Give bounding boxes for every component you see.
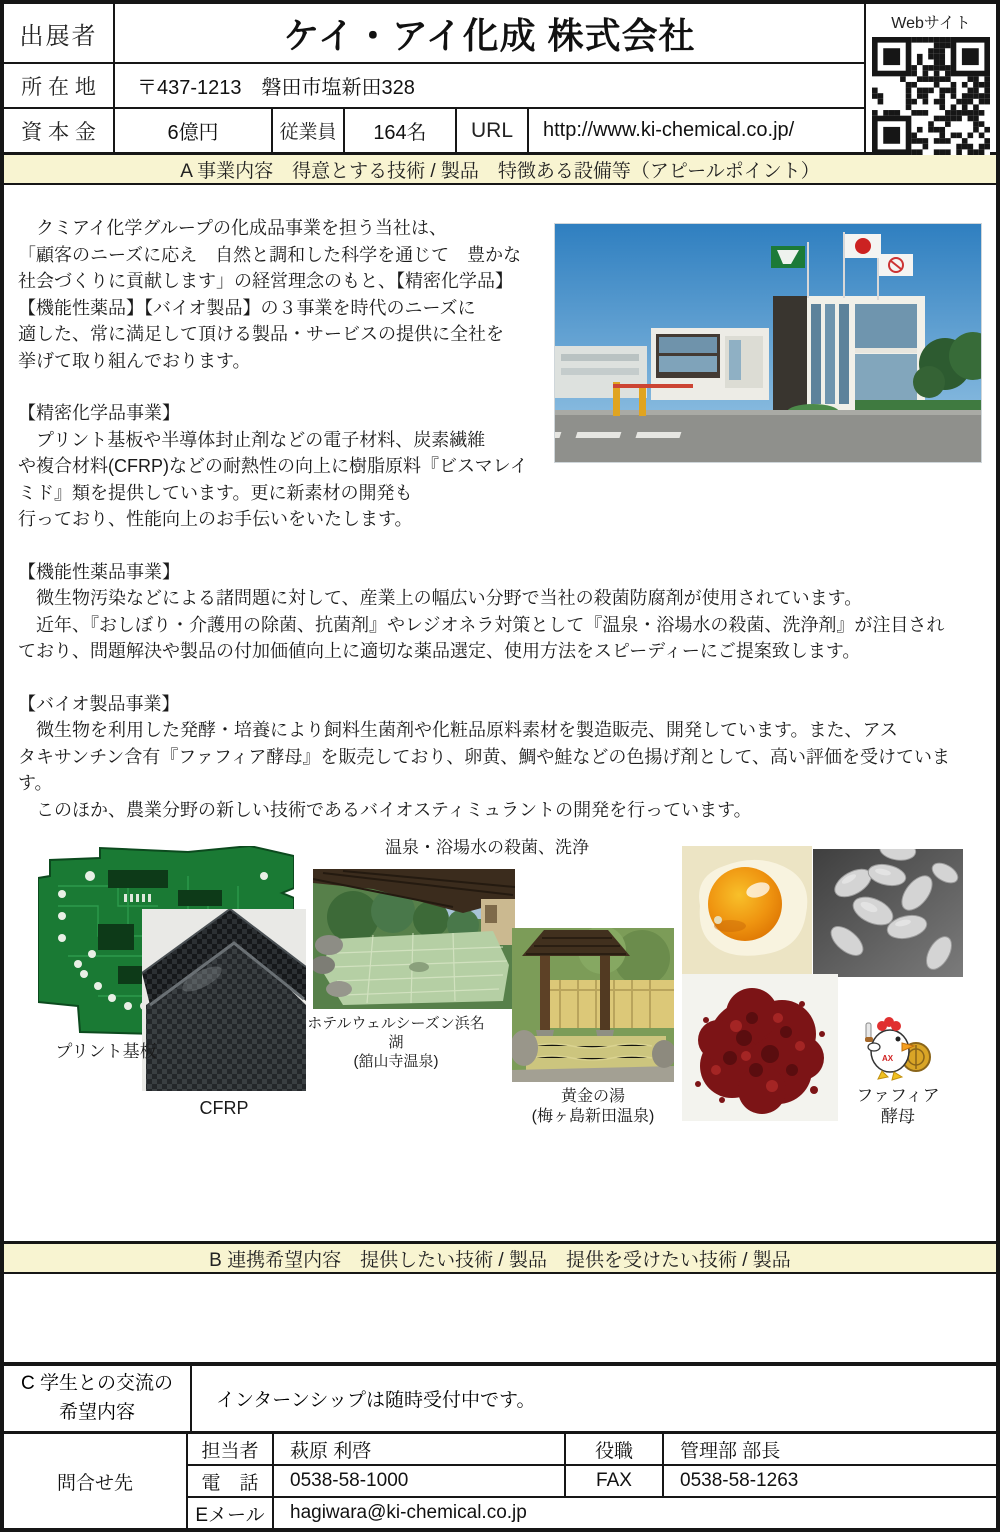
bio-heading: 【バイオ製品事業】 (18, 693, 180, 714)
golden-bath-caption: 黄金の湯 (梅ヶ島新田温泉) (531, 1088, 655, 1125)
qr-code-icon (872, 37, 990, 155)
section-c-content: インターンシップは随時受付中です。 (192, 1366, 996, 1431)
company-building-photo (554, 223, 982, 463)
contact-label: 問合せ先 (4, 1434, 186, 1528)
fafia-caption: ファフィア 酵母 (856, 1086, 940, 1127)
exhibitor-label: 出展者 (4, 4, 113, 62)
section-a-header: A 事業内容 得意とする技術 / 製品 特徴ある設備等（アピールポイント） (4, 155, 996, 183)
kinousei-section-text (18, 559, 982, 665)
egg-yolk-photo (682, 846, 812, 974)
url-label: URL (457, 109, 527, 152)
intro-paragraph: クミアイ化学グループの化成品事業を担う当社は、 「顧客のニーズに応え 自然と調和した科学を通じて 豊かな 社会づくりに貢献します」の経営理念のもと、【精密化学品】 【機能性薬品】【バイオ製品】の３事業を時代のニーズに 適した、常に満足して頂ける製品・サービスの提供に全社を 挙げて取り組んでおります。 (18, 218, 522, 371)
cfrp-photo (142, 909, 306, 1091)
address-label: 所 在 地 (4, 64, 113, 107)
employees-value: 164名 (345, 109, 455, 152)
website-label: Webサイト (891, 15, 971, 32)
kinousei-heading: 【機能性薬品事業】 (18, 561, 180, 582)
section-c-label: C 学生との交流の 希望内容 (4, 1366, 190, 1431)
section-a-body (4, 185, 996, 1241)
hotel-caption: ホテルウェルシーズン浜名湖 (舘山寺温泉) (307, 1015, 485, 1070)
chicken-mascot-icon (858, 1011, 936, 1083)
contact-table (4, 1434, 996, 1528)
company-name: ケイ・アイ化成 株式会社 (115, 4, 864, 62)
address-value: 〒437-1213 磐田市塩新田328 (115, 64, 864, 107)
section-b-header: B 連携希望内容 提供したい技術 / 製品 提供を受けたい技術 / 製品 (4, 1244, 996, 1272)
onsen-group-caption: 温泉・浴場水の殺菌、洗浄 (385, 838, 589, 857)
fax-value: 0538-58-1263 (664, 1466, 996, 1496)
tel-value: 0538-58-1000 (274, 1466, 564, 1496)
title-label: 役職 (566, 1434, 662, 1464)
section-c-row (4, 1366, 996, 1431)
product-image-collage (18, 833, 982, 1125)
section-b-body (4, 1274, 996, 1362)
email-label: Eメール (188, 1498, 272, 1528)
seimitsu-body: プリント基板や半導体封止剤などの電子材料、炭素繊維 や複合材料(CFRP)などの耐熱性の向上に樹脂原料『ビスマレイミド』類を提供しています。更に新素材の開発も 行っており、性能向上のお手伝いをいたします。 (18, 429, 528, 529)
seimitsu-heading: 【精密化学品事業】 (18, 403, 180, 423)
pcb-caption: プリント基板 (55, 1042, 157, 1061)
title-value: 管理部 部長 (664, 1434, 996, 1464)
employees-label: 従業員 (273, 109, 343, 152)
mascot-badge-text: AX (882, 1054, 894, 1063)
fax-label: FAX (566, 1466, 662, 1496)
header-table (4, 4, 996, 152)
capital-label: 資 本 金 (4, 109, 113, 152)
website-qr-cell (866, 4, 996, 152)
bio-section-text (18, 691, 982, 824)
golden-bath-photo (512, 928, 674, 1082)
yeast-sem-photo (813, 849, 963, 977)
url-value: http://www.ki-chemical.co.jp/ (529, 109, 864, 152)
cfrp-caption: CFRP (199, 1098, 249, 1118)
person-value: 萩原 利啓 (274, 1434, 564, 1464)
astaxanthin-powder-photo (682, 974, 838, 1121)
bio-body: 微生物を利用した発酵・培養により飼料生菌剤や化粧品原料素材を製造販売、開発しています。また、アス タキサンチン含有『ファフィア酵母』を販売しており、卵黄、鯛や鮭などの色揚げ剤として、高い評価を受けています。 このほか、農業分野の新しい技術であるバイオスティミュラントの開発を行っています。 (18, 720, 951, 820)
kinousei-body: 微生物汚染などによる諸問題に対して、産業上の幅広い分野で当社の殺菌防腐剤が使用されています。 近年、『おしぼり・介護用の除菌、抗菌剤』やレジオネラ対策として『温泉・浴場水の殺菌、洗浄剤』が注目され ており、問題解決や製品の付加価値向上に適切な薬品選定、使用方法をスピーディーにご提案致します。 (18, 588, 945, 661)
capital-value: 6億円 (115, 109, 271, 152)
email-value: hagiwara@ki-chemical.co.jp (274, 1498, 996, 1528)
person-label: 担当者 (188, 1434, 272, 1464)
tel-label: 電 話 (188, 1466, 272, 1496)
hotel-onsen-photo (313, 869, 515, 1009)
